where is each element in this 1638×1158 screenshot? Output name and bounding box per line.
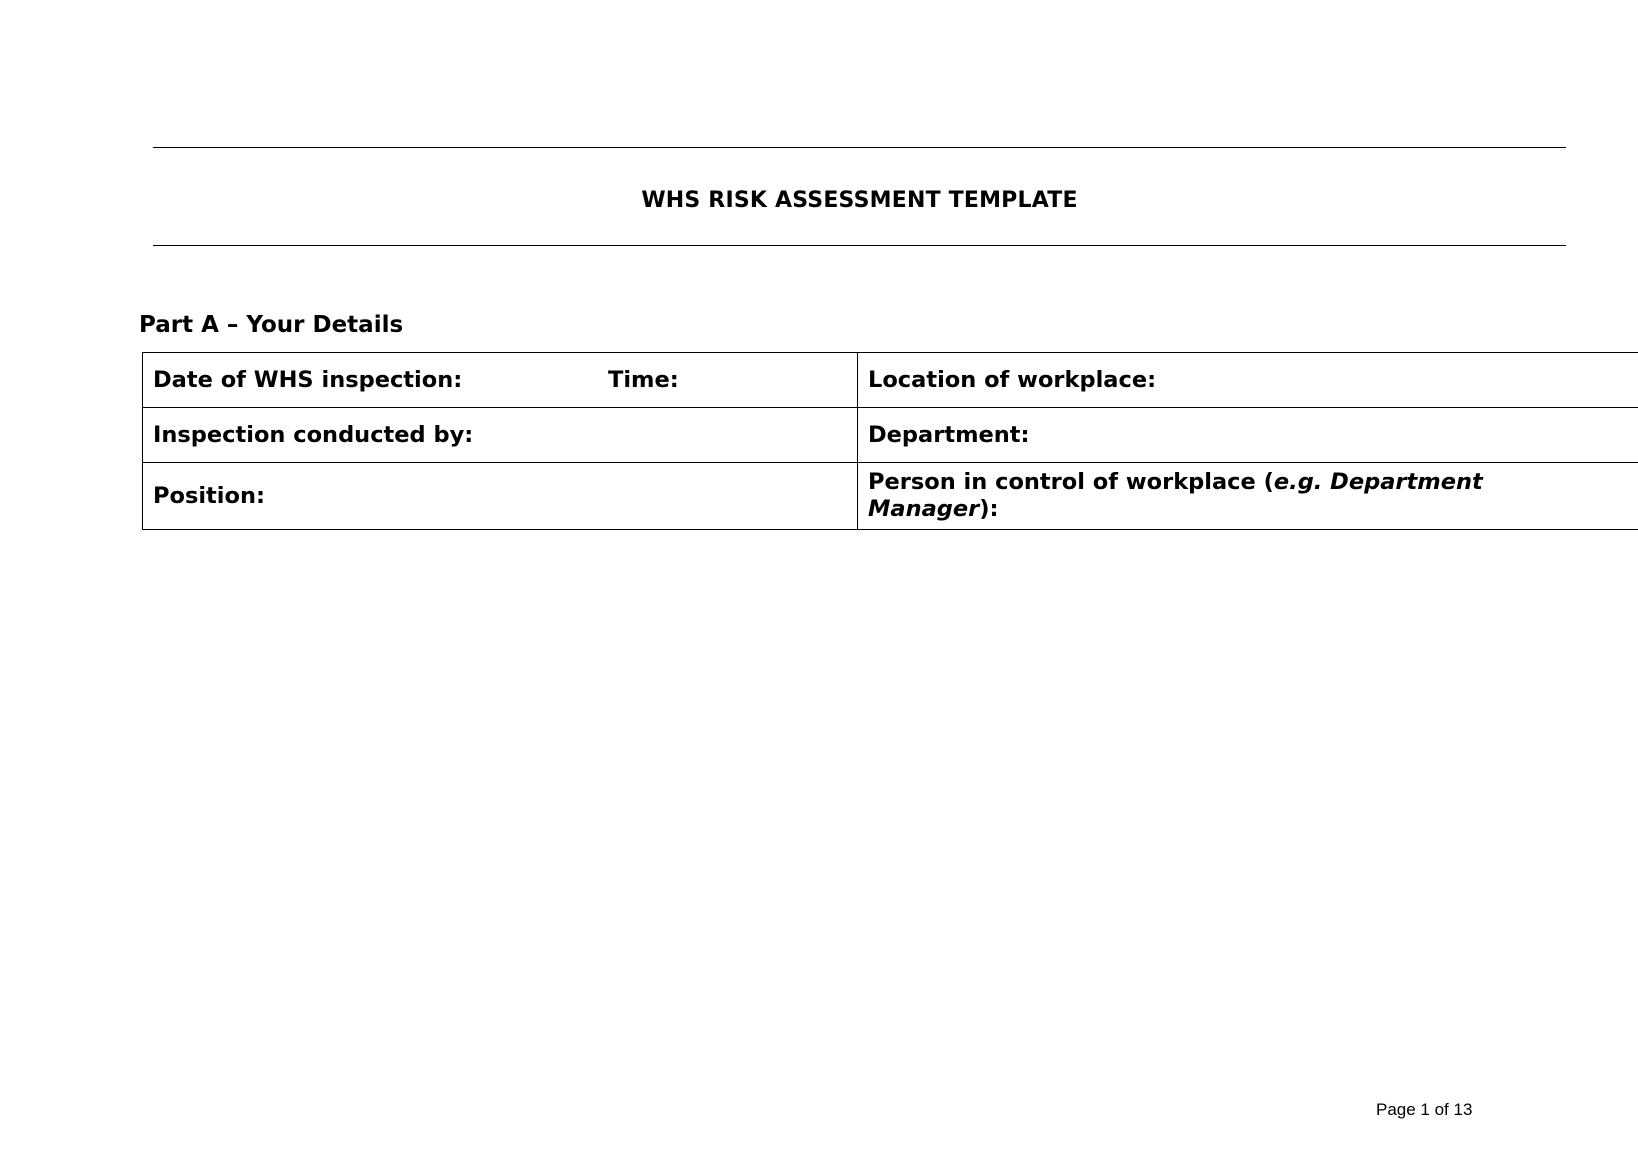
person-in-control-label-suffix: ): (979, 496, 999, 522)
location-cell[interactable] (858, 353, 1638, 408)
location-of-workplace-label: Location of workplace: (868, 366, 1157, 393)
time-label: Time: (608, 366, 679, 393)
person-in-control-label (868, 469, 1508, 523)
table-row (143, 408, 1638, 463)
section-heading-part-a: Part A – Your Details (139, 312, 404, 338)
header-top-rule (153, 147, 1566, 148)
department-label: Department: (868, 421, 1030, 448)
document-title: WHS RISK ASSESSMENT TEMPLATE (641, 188, 1078, 213)
page-number: Page 1 of 13 (1376, 1100, 1473, 1119)
date-of-inspection-label: Date of WHS inspection: (153, 366, 463, 393)
inspector-cell[interactable] (143, 408, 858, 463)
person-in-control-label-prefix: Person in control of workplace ( (868, 469, 1274, 495)
person-in-control-cell[interactable] (858, 463, 1638, 530)
table-row (143, 463, 1638, 530)
date-time-cell[interactable] (143, 353, 858, 408)
header-bottom-rule (153, 245, 1566, 246)
your-details-table (142, 352, 1638, 530)
department-cell[interactable] (858, 408, 1638, 463)
table-row (143, 353, 1638, 408)
person-in-control-example: e.g. Department Manager (868, 469, 1483, 522)
position-cell[interactable] (143, 463, 858, 530)
position-label: Position: (153, 482, 265, 509)
inspection-conducted-by-label: Inspection conducted by: (153, 421, 474, 448)
